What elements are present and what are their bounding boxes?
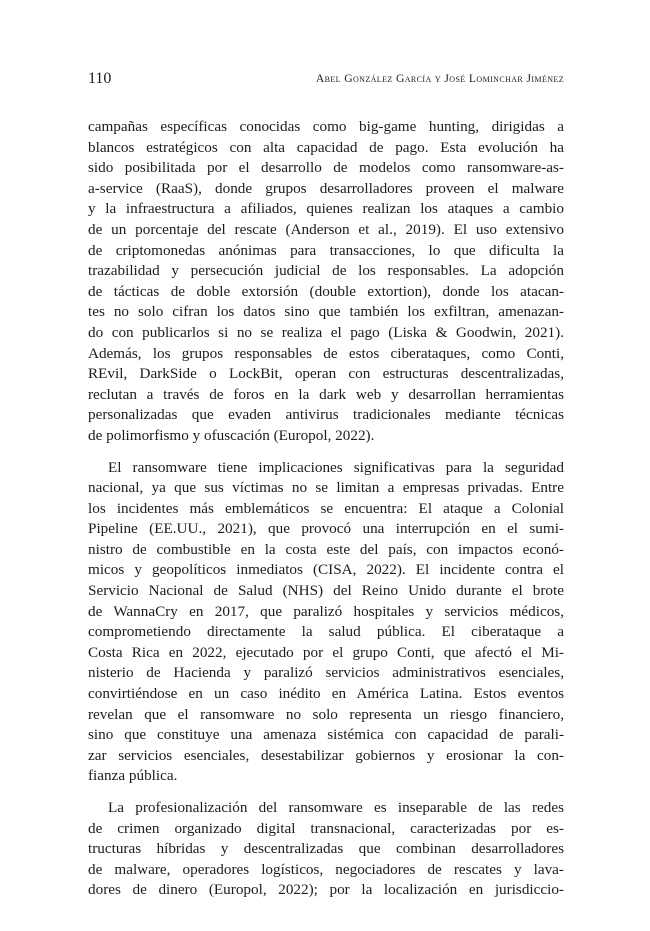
paragraph-gap [88, 447, 564, 458]
paragraph [88, 798, 564, 901]
text-line: revelan que el ransomware no solo representa un riesgo financiero, [88, 705, 564, 723]
text-line: REvil, DarkSide o LockBit, operan con estructuras descentralizadas, [88, 365, 564, 383]
text-line: zar servicios esenciales, desestabilizar gobiernos y erosionar la con- [88, 746, 564, 764]
text-line: campañas específicas conocidas como big-game hunting, dirigidas a [88, 118, 564, 135]
text-line: El ransomware tiene implicaciones significativas para la seguridad [108, 458, 564, 476]
text-line: y la infraestructura a afiliados, quienes realizan los ataques a cambio [88, 200, 564, 218]
text-line: dores de dinero (Europol, 2022); por la localización en jurisdiccio- [88, 881, 564, 899]
paragraph [88, 458, 564, 788]
text-line: Pipeline (EE.UU., 2021), que provocó una interrupción en el sumi- [88, 520, 564, 538]
text-line: los incidentes más emblemáticos se encuentra: El ataque a Colonial [88, 499, 564, 517]
text-line: micos y geopolíticos inmediatos (CISA, 2022). El incidente contra el [88, 561, 564, 579]
text-line: tructuras híbridas y descentralizadas que combinan desarrolladores [88, 840, 564, 858]
text-line: nisterio de Hacienda y paralizó servicios administrativos esenciales, [88, 664, 564, 682]
text-line: tes no solo cifran los datos sino que también los exfiltran, amenazan- [88, 303, 564, 321]
page-header [88, 70, 564, 92]
text-line: de malware, operadores logísticos, negociadores de rescates y lava- [88, 860, 564, 878]
text-line: a-service (RaaS), donde grupos desarrolladores proveen el malware [88, 179, 564, 197]
text-line: convirtiéndose en un caso inédito en América Latina. Estos eventos [88, 685, 564, 703]
running-head: Abel González García y José Lominchar Jiménez [315, 72, 564, 85]
text-line: La profesionalización del ransomware es inseparable de las redes [108, 799, 564, 816]
text-line: de polimorfismo y ofuscación (Europol, 2022). [88, 426, 375, 444]
text-line: fianza pública. [88, 767, 178, 785]
paragraph [88, 117, 564, 447]
text-line: Además, los grupos responsables de estos ciberataques, como Conti, [88, 344, 564, 362]
text-line: de un porcentaje del rescate (Anderson et al., 2019). El uso extensivo [88, 220, 564, 238]
text-line: nacional, ya que sus víctimas no se limitan a empresas privadas. Entre [88, 479, 564, 497]
text-line: sino que constituye una amenaza sistémica con capacidad de parali- [88, 726, 564, 744]
text-line: personalizadas que evaden antivirus tradicionales mediante técnicas [88, 406, 564, 424]
text-line: trazabilidad y persecución judicial de los responsables. La adopción [88, 262, 564, 280]
text-line: de crimen organizado digital transnacional, caracterizadas por es- [88, 819, 564, 837]
text-line: comprometiendo directamente la salud pública. El ciberataque a [88, 623, 564, 641]
text-line: reclutan a través de foros en la dark web y desarrollan herramientas [88, 385, 564, 403]
paragraph-gap [88, 787, 564, 798]
text-line: Servicio Nacional de Salud (NHS) del Reino Unido durante el brote [88, 582, 564, 600]
text-line: blancos estratégicos con alta capacidad de pago. Esta evolución ha [88, 138, 564, 156]
text-line: nistro de combustible en la costa este del país, con impactos econó- [88, 540, 564, 558]
text-line: de tácticas de doble extorsión (double extortion), donde los atacan- [88, 282, 564, 300]
text-line: sido posibilitada por el desarrollo de modelos como ransomware-as- [88, 159, 564, 177]
text-line: de WannaCry en 2017, que paralizó hospitales y servicios médicos, [88, 602, 564, 620]
text-line: Costa Rica en 2022, ejecutado por el grupo Conti, que afectó el Mi- [88, 643, 564, 661]
page-number: 110 [88, 70, 112, 87]
body-text [88, 117, 564, 901]
text-line: do con publicarlos si no se realiza el pago (Liska & Goodwin, 2021). [88, 323, 564, 341]
text-line: de criptomonedas anónimas para transacciones, lo que dificulta la [88, 241, 564, 259]
